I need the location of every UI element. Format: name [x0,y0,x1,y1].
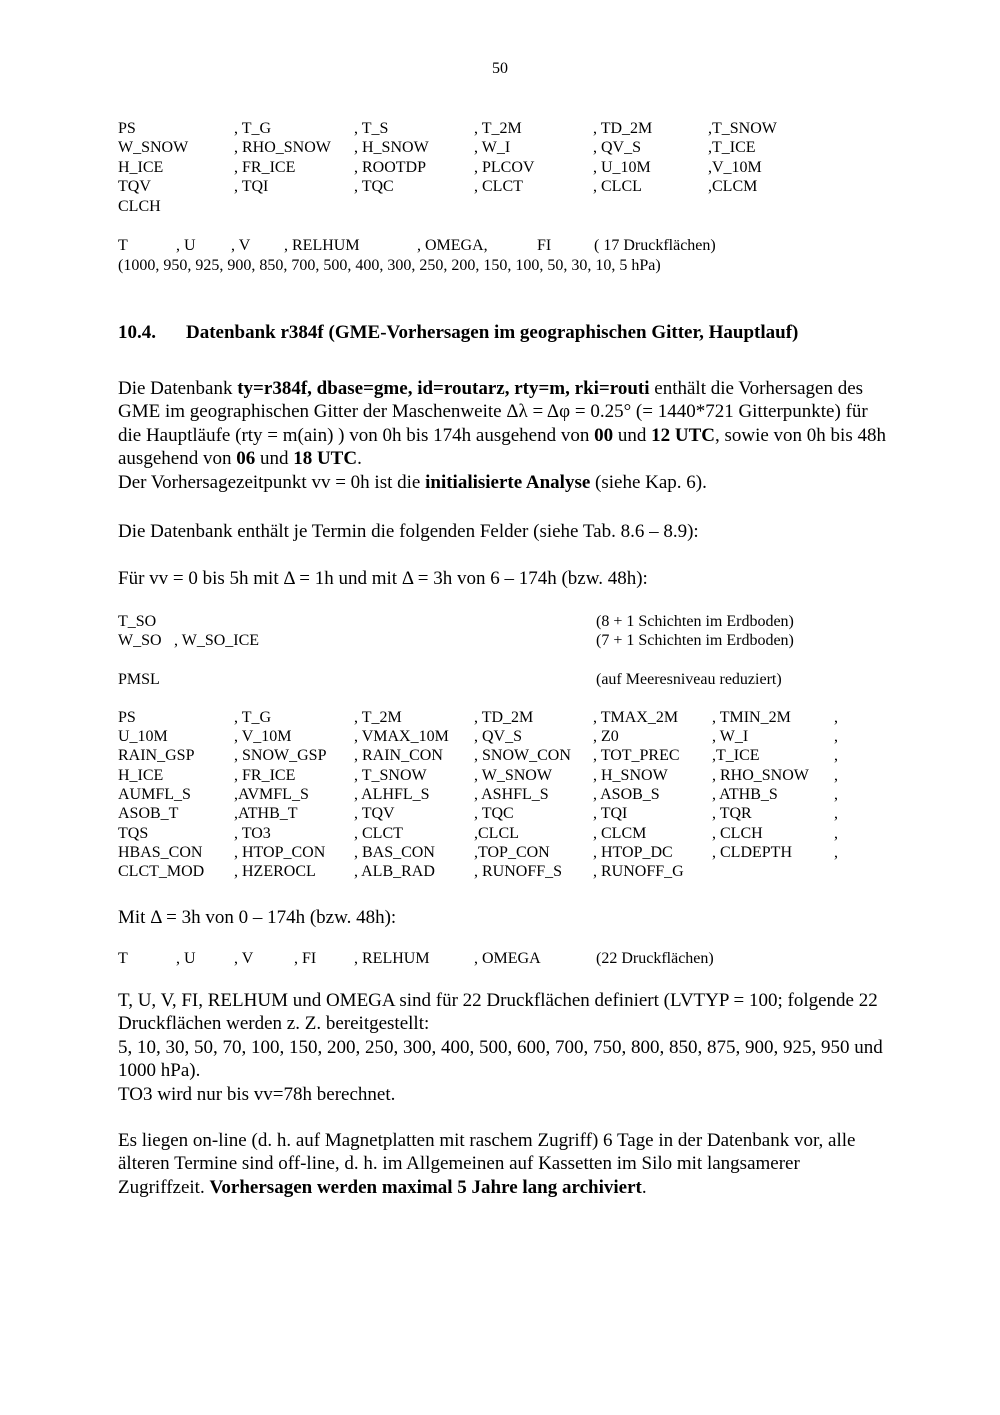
field-cell: , W_I [712,728,749,745]
field-cell: , [834,747,838,764]
field-cell: , QV_S [593,139,642,156]
field-cell: , TMAX_2M [593,709,679,726]
field-cell: , ASHFL_S [474,786,549,803]
field-cell: H_ICE [118,767,164,784]
text-run: und [613,424,652,446]
field-cell: , [834,805,838,822]
field-cell: , SNOW_GSP [234,747,327,764]
pressure-levels: (1000, 950, 925, 900, 850, 700, 500, 400, 300, 250, 200, 150, 100, 50, 30, 10, 5 hPa) [118,257,661,274]
field-cell: , ASOB_S [593,786,660,803]
soil-note: (7 + 1 Schichten im Erdboden) [596,632,794,649]
field-cell: , HTOP_DC [593,844,673,861]
field-cell: ,T_ICE [712,747,760,764]
field-cell: , [834,825,838,842]
field-cell: , FR_ICE [234,767,296,784]
bold-run: 12 UTC [651,424,715,446]
field-cell: ,CLCL [474,825,519,842]
field-cell: , FR_ICE [234,159,296,176]
field-cell: , TD_2M [593,120,653,137]
field-cell: ,ATHB_T [234,805,298,822]
field-cell: , U_10M [593,159,651,176]
section-number: 10.4. [118,322,156,343]
pressure-paragraph [118,989,888,1106]
text-run: T, U, V, FI, RELHUM und OMEGA sind für 22 Druckflächen definiert (LVTYP = 100; folgende 22 Druckflächen werden z. Z. bereitgestellt: [118,990,878,1035]
text-run: . [641,1176,647,1198]
field-cell: , W_SNOW [474,767,552,784]
field-cell: , U [176,950,196,967]
field-cell: , T_2M [474,120,522,137]
field-cell: ,AVMFL_S [234,786,309,803]
field-cell: , T_S [354,120,389,137]
field-cell: T_SO [118,613,157,630]
page-number: 50 [492,60,508,77]
field-cell: , CLCH [712,825,763,842]
field-cell: , VMAX_10M [354,728,449,745]
bold-run: initialisierte Analyse [425,471,591,493]
field-cell: , W_SO_ICE [174,632,260,649]
field-cell: ,TOP_CON [474,844,550,861]
field-cell: , TQC [474,805,514,822]
field-cell: , U [176,237,196,254]
field-cell: , RUNOFF_S [474,863,563,880]
archive-paragraph [118,1129,888,1199]
field-cell: , [834,767,838,784]
field-cell: , [834,786,838,803]
field-cell: , OMEGA [474,950,541,967]
field-cell: , BAS_CON [354,844,435,861]
text-run: TO3 wird nur bis vv=78h berechnet. [118,1083,396,1105]
field-cell: , CLCL [593,178,642,195]
text-run: . [357,448,362,470]
field-cell: , H_SNOW [593,767,668,784]
field-cell: , CLCT [354,825,403,842]
field-cell: , TD_2M [474,709,534,726]
text-run: Der Vorhersagezeitpunkt vv = 0h ist die [118,471,426,493]
field-cell: , TO3 [234,825,271,842]
field-cell: , TQC [354,178,394,195]
field-cell: , W_I [474,139,511,156]
field-cell: , T_SNOW [354,767,427,784]
text-run: und [255,448,294,470]
field-cell: HBAS_CON [118,844,203,861]
field-cell: W_SO [118,632,162,649]
field-cell: W_SNOW [118,139,189,156]
field-cell: , OMEGA, [417,237,488,254]
field-cell: , RAIN_CON [354,747,443,764]
text-run: (siehe Kap. 6). [590,471,707,493]
field-cell: , HZEROCL [234,863,316,880]
soil-note: (8 + 1 Schichten im Erdboden) [596,613,794,630]
field-cell: ,V_10M [708,159,762,176]
db-spec: ty=r384f, dbase=gme, id=routarz, rty=m, rki=routi [237,378,650,399]
field-cell: ASOB_T [118,805,179,822]
field-cell: , TQV [354,805,395,822]
field-cell: , H_SNOW [354,139,429,156]
pmsl-note: (auf Meeresniveau reduziert) [596,671,782,688]
text-run: Die Datenbank [118,378,238,399]
field-cell: RAIN_GSP [118,747,195,764]
field-cell: , RHO_SNOW [234,139,331,156]
bold-run: 00 [594,424,614,446]
field-cell: , T_G [234,709,272,726]
field-cell: H_ICE [118,159,164,176]
field-cell: , [834,709,838,726]
field-cell: TQV [118,178,151,195]
field-cell: , V [234,950,254,967]
field-cell: , ROOTDP [354,159,427,176]
field-cell: , CLCT [474,178,523,195]
field-cell: , V_10M [234,728,292,745]
field-cell: T [118,950,128,967]
field-cell: ,T_SNOW [708,120,777,137]
field-cell: , RHO_SNOW [712,767,809,784]
field-cell: , T_G [234,120,272,137]
field-cell: CLCT_MOD [118,863,205,880]
field-cell: U_10M [118,728,168,745]
field-cell: , [834,728,838,745]
field-cell: (22 Druckflächen) [596,950,714,967]
field-cell: , SNOW_CON [474,747,571,764]
field-cell: , CLCM [593,825,647,842]
field-cell: ( 17 Druckflächen) [594,237,716,254]
field-cell: , PLCOV [474,159,535,176]
field-cell: PS [118,709,136,726]
field-cell: , TOT_PREC [593,747,680,764]
field-cell: , T_2M [354,709,402,726]
field-cell: , ALHFL_S [354,786,430,803]
text-run: , sowie von 0h bis 48h ausgehend von [118,424,886,470]
text-run: enthält die Vorhersagen des GME im geographischen Gitter der Maschenweite Δλ = Δφ = 0.25° (= 1440*721 Gitterpunkte) für die Hauptläufe (rty = m(ain) ) von 0h bis 174h ausgehend von [118,378,868,446]
bold-run: Vorhersagen werden maximal 5 Jahre lang archiviert [209,1176,642,1198]
field-cell: , Z0 [593,728,619,745]
fields-intro: Die Datenbank enthält je Termin die folgenden Felder (siehe Tab. 8.6 – 8.9): [118,521,699,542]
field-cell: , TMIN_2M [712,709,791,726]
hourly-intro: Für vv = 0 bis 5h mit Δ = 1h und mit Δ = 3h von 6 – 174h (bzw. 48h): [118,568,648,589]
field-cell: CLCH [118,198,161,215]
field-cell: , RELHUM [284,237,360,254]
intro-paragraph [118,377,888,494]
field-cell: T [118,237,128,254]
field-cell: , V [231,237,251,254]
field-cell: PS [118,120,136,137]
text-run: Es liegen on-line (d. h. auf Magnetplatten mit raschem Zugriff) 6 Tage in der Datenbank vor, alle älteren Termine sind off-line, d. h. im Allgemeinen auf Kassetten im Silo mit langsamerer Zugriffzeit. [118,1130,856,1198]
field-cell: , TQI [234,178,269,195]
section-title: Datenbank r384f (GME-Vorhersagen im geographischen Gitter, Hauptlauf) [186,322,799,343]
field-cell: AUMFL_S [118,786,191,803]
field-cell: FI [537,237,552,254]
field-cell: PMSL [118,671,160,688]
field-cell: , TQI [593,805,628,822]
field-cell: , ALB_RAD [354,863,435,880]
bold-run: 18 UTC [293,448,358,470]
field-cell: , ATHB_S [712,786,778,803]
field-cell: , [834,844,838,861]
field-cell: , FI [294,950,317,967]
field-cell: TQS [118,825,149,842]
field-cell: , HTOP_CON [234,844,326,861]
field-cell: ,T_ICE [708,139,756,156]
field-cell: , RUNOFF_G [593,863,684,880]
field-cell: , TQR [712,805,752,822]
field-cell: , CLDEPTH [712,844,792,861]
field-cell: , RELHUM [354,950,430,967]
bold-run: 06 [236,448,256,470]
field-cell: , QV_S [474,728,523,745]
text-run: 5, 10, 30, 50, 70, 100, 150, 200, 250, 300, 400, 500, 600, 700, 750, 800, 850, 875, 900, 925, 950 und 1000 hPa). [118,1036,883,1082]
three-hourly-intro: Mit Δ = 3h von 0 – 174h (bzw. 48h): [118,907,397,928]
field-cell: ,CLCM [708,178,758,195]
